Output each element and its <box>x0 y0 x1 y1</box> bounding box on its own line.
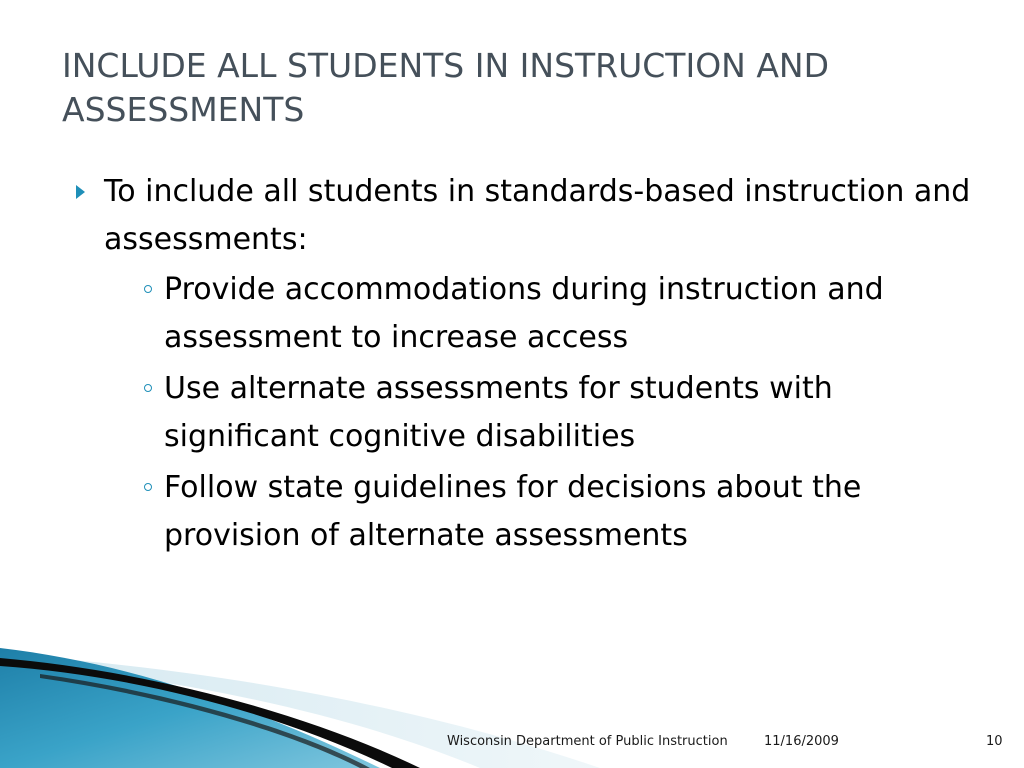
sub-bullet-item <box>104 365 972 461</box>
circle-bullet-icon <box>144 384 152 392</box>
circle-bullet-icon <box>144 483 152 491</box>
slide-content <box>72 168 972 563</box>
sub-bullet-text: Use alternate assessments for students with significant cognitive disabilities <box>164 371 833 454</box>
sub-bullet-item <box>104 464 972 560</box>
sub-bullet-list <box>104 266 972 560</box>
footer-organization: Wisconsin Department of Public Instruction <box>447 734 728 749</box>
footer-page-number: 10 <box>986 734 1003 749</box>
sub-bullet-text: Provide accommodations during instruction and assessment to increase access <box>164 272 884 355</box>
sub-bullet-item <box>104 266 972 362</box>
footer-date: 11/16/2009 <box>764 734 839 749</box>
bullet-text: To include all students in standards-based instruction and assessments: <box>104 174 971 257</box>
bullet-item <box>72 168 972 560</box>
slide-title: INCLUDE ALL STUDENTS IN INSTRUCTION AND ASSESSMENTS <box>62 46 830 129</box>
circle-bullet-icon <box>144 285 152 293</box>
triangle-right-icon <box>76 185 85 199</box>
sub-bullet-text: Follow state guidelines for decisions about the provision of alternate assessments <box>164 470 862 553</box>
